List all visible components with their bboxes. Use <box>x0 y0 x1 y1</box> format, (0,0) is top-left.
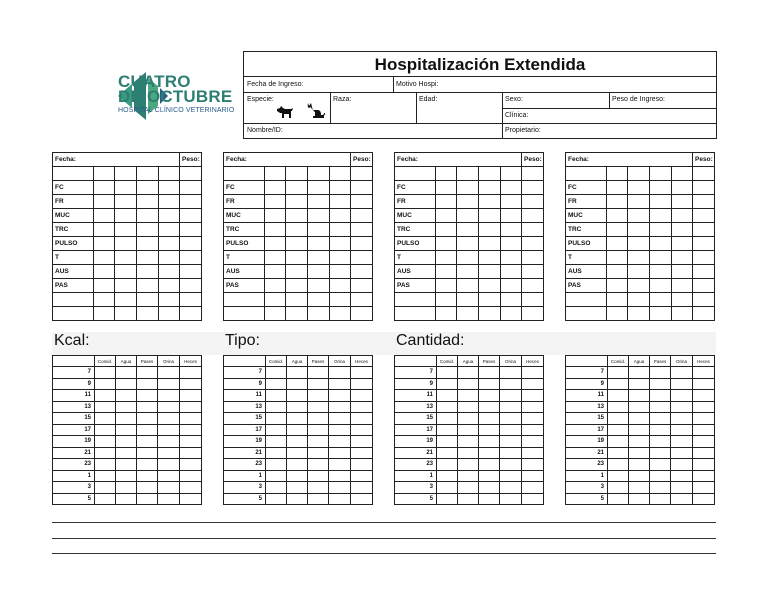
col-pases: Pases <box>308 356 329 367</box>
peso-label: Peso: <box>180 153 202 167</box>
hour-3: 3 <box>566 482 608 494</box>
peso-label: Peso: <box>522 153 544 167</box>
motivo-label: Motivo Hospi: <box>396 81 439 88</box>
notes-line-1 <box>52 522 716 523</box>
propietario-label: Propietario: <box>505 127 541 134</box>
hour-23: 23 <box>224 459 266 471</box>
col-pases: Pases <box>137 356 158 367</box>
sexo-label: Sexo: <box>505 96 523 103</box>
hour-1: 1 <box>224 470 266 482</box>
hour-7: 7 <box>395 367 437 379</box>
hour-15: 15 <box>224 413 266 425</box>
muc-label: MUC <box>566 209 607 223</box>
pulso-label: PULSO <box>395 237 436 251</box>
hour-21: 21 <box>53 447 95 459</box>
clinica-label: Clínica: <box>505 112 529 119</box>
hour-5: 5 <box>395 493 437 505</box>
fecha-label: Fecha: <box>224 153 351 167</box>
col-comida: Comid. <box>608 356 629 367</box>
col-pases: Pases <box>479 356 500 367</box>
logo-subtitle: HOSPITAL CLÍNICO VETERINARIO <box>118 107 235 114</box>
col-orina: Orina <box>671 356 693 367</box>
hour-19: 19 <box>566 436 608 448</box>
tipo-label: Tipo: <box>225 332 260 349</box>
hour-19: 19 <box>224 436 266 448</box>
aus-label: AUS <box>395 265 436 279</box>
hourly-table-1 <box>52 355 202 505</box>
muc-label: MUC <box>395 209 436 223</box>
pas-label: PAS <box>224 279 265 293</box>
especie-label: Especie: <box>247 96 274 103</box>
pulso-label: PULSO <box>224 237 265 251</box>
hour-5: 5 <box>224 493 266 505</box>
hour-17: 17 <box>53 424 95 436</box>
cat-icon[interactable] <box>306 102 326 119</box>
col-heces: Heces <box>522 356 544 367</box>
col-comida: Comid. <box>95 356 116 367</box>
fr-label: FR <box>53 195 94 209</box>
hour-1: 1 <box>395 470 437 482</box>
hour-9: 9 <box>395 378 437 390</box>
fr-label: FR <box>566 195 607 209</box>
peso-label: Peso: <box>351 153 373 167</box>
hour-13: 13 <box>395 401 437 413</box>
hour-19: 19 <box>395 436 437 448</box>
hour-7: 7 <box>53 367 95 379</box>
cantidad-label: Cantidad: <box>396 332 465 349</box>
hour-13: 13 <box>53 401 95 413</box>
peso-label: Peso: <box>693 153 715 167</box>
aus-label: AUS <box>224 265 265 279</box>
t-label: T <box>224 251 265 265</box>
hour-21: 21 <box>224 447 266 459</box>
aus-label: AUS <box>53 265 94 279</box>
hour-21: 21 <box>395 447 437 459</box>
hour-7: 7 <box>566 367 608 379</box>
t-label: T <box>395 251 436 265</box>
raza-label: Raza: <box>333 96 352 103</box>
hour-17: 17 <box>566 424 608 436</box>
vitals-block-4 <box>565 152 714 321</box>
hour-9: 9 <box>566 378 608 390</box>
hour-3: 3 <box>224 482 266 494</box>
col-comida: Comid. <box>437 356 458 367</box>
aus-label: AUS <box>566 265 607 279</box>
hour-13: 13 <box>566 401 608 413</box>
vitals-table <box>223 152 373 321</box>
notes-line-3 <box>52 553 716 554</box>
hour-3: 3 <box>53 482 95 494</box>
col-heces: Heces <box>180 356 202 367</box>
trc-label: TRC <box>224 223 265 237</box>
pulso-label: PULSO <box>53 237 94 251</box>
page-title: Hospitalización Extendida <box>244 52 716 77</box>
hour-15: 15 <box>566 413 608 425</box>
col-heces: Heces <box>693 356 715 367</box>
dog-icon[interactable] <box>276 105 294 119</box>
fr-label: FR <box>395 195 436 209</box>
vitals-table <box>565 152 715 321</box>
col-agua: Agua <box>629 356 650 367</box>
patient-header-form <box>243 51 717 139</box>
hour-23: 23 <box>53 459 95 471</box>
fc-label: FC <box>395 181 436 195</box>
hour-11: 11 <box>566 390 608 402</box>
pulso-label: PULSO <box>566 237 607 251</box>
hour-21: 21 <box>566 447 608 459</box>
hour-17: 17 <box>395 424 437 436</box>
hourly-table-3 <box>394 355 544 505</box>
trc-label: TRC <box>395 223 436 237</box>
col-agua: Agua <box>116 356 137 367</box>
fr-label: FR <box>224 195 265 209</box>
hour-9: 9 <box>224 378 266 390</box>
hour-7: 7 <box>224 367 266 379</box>
edad-label: Edad: <box>419 96 438 103</box>
col-orina: Orina <box>158 356 180 367</box>
logo-line2: DE OCTUBRE <box>118 87 233 106</box>
hour-1: 1 <box>53 470 95 482</box>
hour-5: 5 <box>53 493 95 505</box>
pas-label: PAS <box>53 279 94 293</box>
hour-11: 11 <box>224 390 266 402</box>
fc-label: FC <box>53 181 94 195</box>
trc-label: TRC <box>53 223 94 237</box>
hourly-table-2 <box>223 355 373 505</box>
hour-17: 17 <box>224 424 266 436</box>
hour-11: 11 <box>395 390 437 402</box>
vitals-block-3 <box>394 152 543 321</box>
section-band <box>52 332 716 355</box>
fecha-ingreso-label: Fecha de Ingreso: <box>247 81 304 88</box>
col-agua: Agua <box>458 356 479 367</box>
fc-label: FC <box>224 181 265 195</box>
hour-9: 9 <box>53 378 95 390</box>
t-label: T <box>566 251 607 265</box>
hour-13: 13 <box>224 401 266 413</box>
t-label: T <box>53 251 94 265</box>
col-orina: Orina <box>500 356 522 367</box>
hour-3: 3 <box>395 482 437 494</box>
nombre-label: Nombre/ID: <box>247 127 283 134</box>
hour-1: 1 <box>566 470 608 482</box>
hour-11: 11 <box>53 390 95 402</box>
col-pases: Pases <box>650 356 671 367</box>
col-comida: Comid. <box>266 356 287 367</box>
fecha-label: Fecha: <box>53 153 180 167</box>
kcal-label: Kcal: <box>54 332 90 349</box>
hourly-table-4 <box>565 355 715 505</box>
notes-line-2 <box>52 538 716 539</box>
fc-label: FC <box>566 181 607 195</box>
pas-label: PAS <box>395 279 436 293</box>
hour-5: 5 <box>566 493 608 505</box>
fecha-label: Fecha: <box>395 153 522 167</box>
trc-label: TRC <box>566 223 607 237</box>
vitals-table <box>394 152 544 321</box>
col-orina: Orina <box>329 356 351 367</box>
vitals-table <box>52 152 202 321</box>
hour-23: 23 <box>395 459 437 471</box>
fecha-label: Fecha: <box>566 153 693 167</box>
hour-19: 19 <box>53 436 95 448</box>
pas-label: PAS <box>566 279 607 293</box>
muc-label: MUC <box>224 209 265 223</box>
col-heces: Heces <box>351 356 373 367</box>
vitals-block-2 <box>223 152 372 321</box>
col-agua: Agua <box>287 356 308 367</box>
muc-label: MUC <box>53 209 94 223</box>
hour-15: 15 <box>53 413 95 425</box>
logo-line1: CUATRO <box>118 72 191 91</box>
hour-15: 15 <box>395 413 437 425</box>
peso-ingreso-label: Peso de Ingreso: <box>612 96 665 103</box>
vitals-block-1 <box>52 152 201 321</box>
hour-23: 23 <box>566 459 608 471</box>
